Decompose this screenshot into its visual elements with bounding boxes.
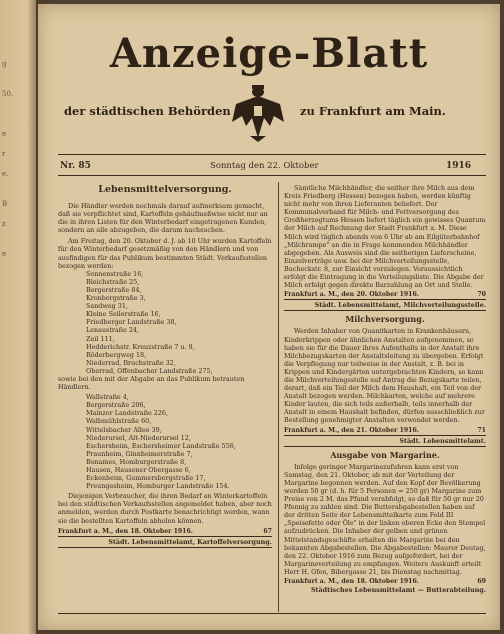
issue-year: 1916 xyxy=(446,161,472,171)
list-item: Lenaustraße 24, xyxy=(86,326,140,335)
list-item: Hedderichstr. Kreuzstraße 7 u. 9, xyxy=(86,342,195,351)
place-date: Frankfurt a. M., den 18. Oktober 1916. xyxy=(58,527,193,535)
right-column xyxy=(284,184,486,594)
previous-page-edge xyxy=(0,0,36,634)
list-item: Walbmühlstraße 60, xyxy=(86,417,152,426)
edge-char: g xyxy=(2,60,7,68)
section-heading: Ausgabe von Margarine. xyxy=(330,449,440,460)
edge-char: 50. xyxy=(2,90,14,98)
list-item: Wittelsbacher Allee 39, xyxy=(86,425,162,434)
section-heading: Lebensmittelversorgung. xyxy=(98,184,232,195)
notice-number: 69 xyxy=(477,578,486,586)
list-item: Eschersheim, Eschersheimer Landstraße 556, xyxy=(86,441,236,450)
list-item: Sandweg 31, xyxy=(86,302,128,311)
place-date: Frankfurt a. M., den 20. Oktober 1916. xyxy=(284,291,419,299)
office-signature: Städt. Lebensmittelamt, Milchverteilungsstelle. xyxy=(284,299,486,311)
closing-text: Diejenigen Verbraucher, die ihren Bedarf an Winterkartoffeln bei den städtischen Verkaufsstellen angemeldet haben, aber noch anmelden, werden durch Postkarte benachrichtigt werden, wann sie die bestellten Kartoffeln abholen können. xyxy=(58,492,272,525)
place-date: Frankfurt a. M., den 21. Oktober 1916. xyxy=(284,426,419,434)
list-item: Zeil 111, xyxy=(86,334,115,343)
margarine-text: Infolge geringer Margarinezufuhren kann erst von Samstag, den 21. Oktober, ab mit der Verteilung der Margarine begonnen werden. Auf den Kopf der Bevölkerung werden 50 gr (d. h. für 5 Personen = 250 gr) Margarine zum Preise von 2 M. das Pfund verabfolgt, so daß für 50 gr nur 20 Pfennig zu zahlen sind. Die Butterabgabestellen haben auf der dritten Seite der Lebensmittelkarte zum Feld III „Speisefette oder Öle" in der linken oberen Ecke den Stempel aufzudrücken. Die Inhaber der gelben und grünen Mittelstandsgeschäfte erhalten die Margarine bei den bekannten Abgabestellen. Die Abgabestellen: Maurer Deutag, den 22. Oktober 1916 zum Bezug aufgefordert, bei der Margarineverteilung zu empfangen. Weitere Auskunft erteilt Herr H. Ofen, Bibergasse 21, bis Dienstag nachmittag. xyxy=(284,462,486,576)
masthead-title: Anzeige-Blatt xyxy=(109,30,429,77)
note-text: sowie bei den mit der Abgabe an das Publikum betrauten Händlern. xyxy=(58,374,245,392)
milk-intro-text: Sämtliche Milchhändler, die seither ihre Milch aus dem Kreis Friedberg (Hessen) bezogen haben, werden künftig nicht mehr von ihren Lieferanten beliefert. Der Kommunalverband für Milch- und Fettversorgung des Großherzogtums Hessen liefert täglich ein gewisses Quantum der Milch auf Rechnung der Stadt Frankfurt a. M. Diese Milch wird täglich abends von 6 Uhr ab am Eilgüterbahnhof „Milchrampe" an die in Frage kommenden Milchhändler abgegeben. Als Ausweis sind die seitherigen Lieferscheine, Einzelverträge usw. bei der Milchverteilungsstelle, Bucheckstr. 8, zur Einsicht vorzulegen. Voraussichtlich erfolgt die Eintragung in die Verteilungsliste. Die Abgabe der Milch erfolgt gegen direkte Barzahlung an Ort und Stelle. xyxy=(284,184,486,290)
place-date: Frankfurt a. M., den 18. Oktober 1916. xyxy=(284,578,419,586)
newspaper-page xyxy=(38,4,500,630)
dateline xyxy=(284,291,486,299)
list-item: Röderbergweg 18, xyxy=(86,350,147,359)
list-item: Wallstraße 4, xyxy=(86,393,129,402)
edge-char: e xyxy=(2,130,7,138)
list-item: Kleine Seilerstraße 16, xyxy=(86,310,161,319)
edge-char: B xyxy=(2,200,8,208)
issue-number: Nr. 85 xyxy=(60,161,91,171)
office-signature: Städtisches Lebensmittelamt — Butterabteilung. xyxy=(310,586,486,595)
column-divider xyxy=(278,182,279,612)
dateline xyxy=(58,528,272,536)
store-list-1 xyxy=(58,270,272,375)
list-item: Eckenheim, Gummersbergstraße 17, xyxy=(86,474,206,483)
paragraph-text: Am Freitag, den 20. Oktober d. J. ab 10 Uhr wurden Kartoffeln für den Winterbedarf gesetzmäßig von den Händlern und von ausfindigen für das Publikum bestimmten Städt. Verkaufsstellen bezogen werden: xyxy=(58,237,272,270)
intro-text: Die Händler werden nochmals darauf aufmerksam gemacht, daß sie verpflichtet sind, Kartoffeln gehäufmeßwise nicht nur an die in ihren Listen für den Winterbedarf eingetragenen Kunden, sondern an alle abzugeben, die darum nachsuchen. xyxy=(58,202,268,235)
notice-number: 71 xyxy=(477,426,486,434)
notice-number: 70 xyxy=(477,291,486,299)
list-item: Hausen, Hausener Obergasse 6, xyxy=(86,466,191,474)
list-item: Bonames, Homburgerstraße 8, xyxy=(86,457,187,466)
office-signature: Städt. Lebensmittelamt. xyxy=(284,435,486,447)
list-item: Bergerstraße 206, xyxy=(86,401,146,410)
store-list-2 xyxy=(58,393,272,490)
list-item: Niederursel, Alt-Niederursel 12, xyxy=(86,433,191,442)
list-item: Bergerstraße 84, xyxy=(86,285,142,294)
section-heading: Milchversorgung. xyxy=(345,314,425,325)
left-column xyxy=(58,180,272,548)
list-item: Niederrad, Bruchstraße 32, xyxy=(86,358,176,367)
list-item: Friedberger Landstraße 38, xyxy=(86,318,177,327)
issue-rule xyxy=(58,175,486,176)
office-signature: Städt. Lebensmittelamt, Kartoffelversorgung. xyxy=(58,536,272,548)
dateline xyxy=(284,427,486,435)
eagle-crest-icon xyxy=(230,82,286,144)
edge-char: r xyxy=(2,150,6,158)
notice-number: 67 xyxy=(263,527,272,535)
dateline xyxy=(284,578,486,586)
list-item: Mainzer Landstraße 226, xyxy=(86,409,169,418)
list-item: Praunheim, Ginnheimerstraße 7, xyxy=(86,449,193,458)
milk-text: Werden Inhaber von Quanitkarten in Krankenhäusern, Kinderkrippen oder ähnlichen Anstalten aufgenommen, so haben sie für die Dauer ihres Aufenthalts in der Anstalt ihre Milchbezugskarten der Anstaltsleitung zu übergeben. Erfolgt die Verpflegung nur teilweise in der Anstalt, z. B. bei in Krippen und Kindergärten untergebrachten Kindern, so kann die Milchverteilungsstelle auf Antrag die Bezugskarte teilen, derart, daß ein Teil der Milch dem Haushalt, ein Teil von der Anstalt bezogen werden. Milchkarten, welche auf mehrere Kinder lauten, die sich teils außerhalb, teils innerhalb der Anstalt in einem Haushalt befinden, dürfen ausschließlich zur Bestellung genehmigter Anstalten verwendet werden. xyxy=(284,327,485,425)
list-item: Kronbergstraße 3, xyxy=(86,294,146,303)
issue-date: Sonntag den 22. Oktober xyxy=(210,161,319,171)
edge-char: e. xyxy=(2,170,9,178)
list-item: Preungesheim, Homburger Landstraße 154. xyxy=(86,482,230,491)
list-item: Oberrad, Offenbacher Landstraße 275, xyxy=(86,366,213,375)
bottom-rule xyxy=(58,613,486,614)
edge-char: z xyxy=(2,220,6,228)
top-rule xyxy=(58,154,486,155)
edge-char: e xyxy=(2,250,7,258)
masthead-subtitle-right: zu Frankfurt am Main. xyxy=(300,104,446,118)
list-item: Bleichstraße 25, xyxy=(86,277,140,286)
masthead-subtitle-left: der städtischen Behörden xyxy=(64,104,231,118)
list-item: Sonnenstraße 16, xyxy=(86,269,144,278)
